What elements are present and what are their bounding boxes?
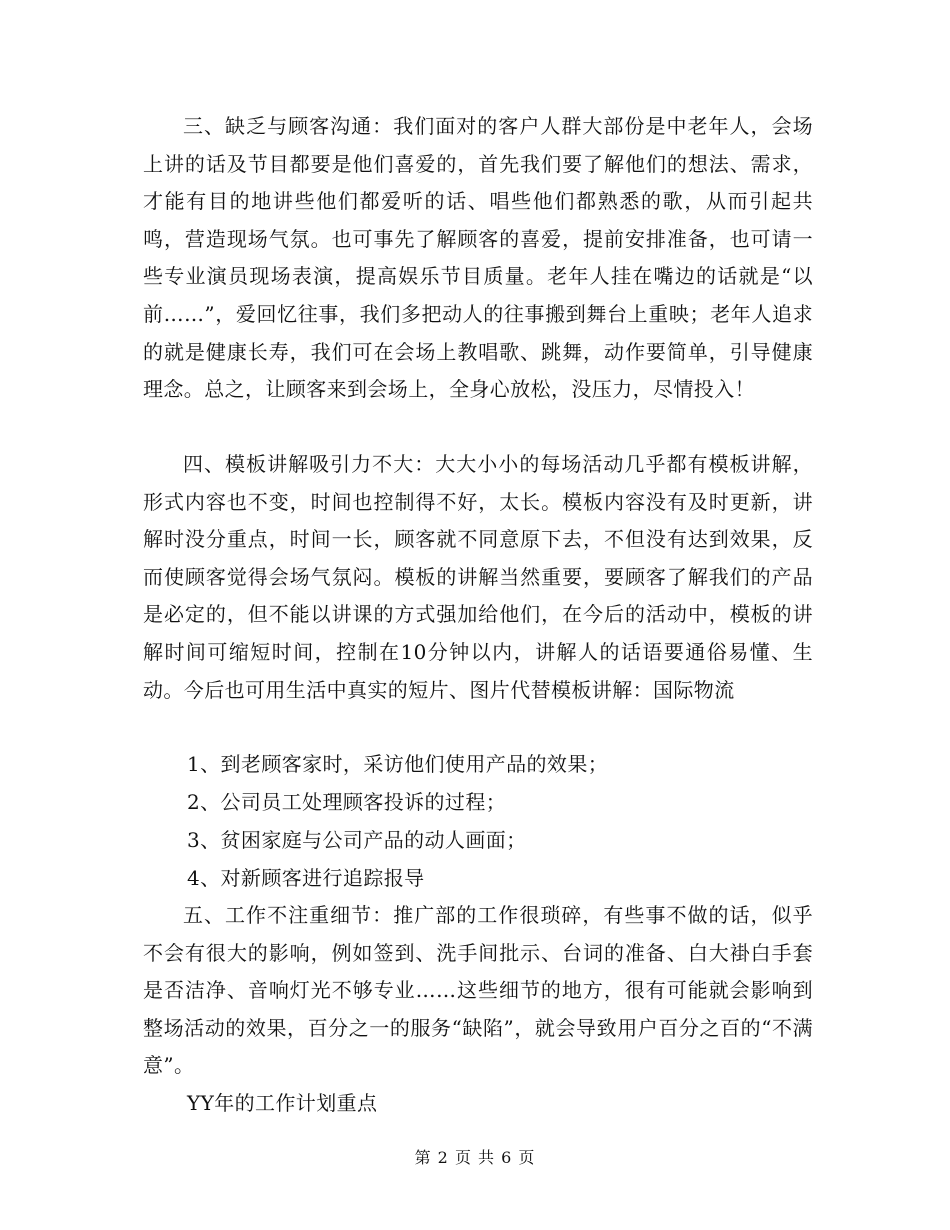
list-item: 1、到老顾客家时，采访他们使用产品的效果； — [187, 752, 609, 776]
page-number-footer: 第 2 页 共 6 页 — [414, 1148, 536, 1167]
list-item: 4、对新顾客进行追踪报导 — [187, 866, 425, 890]
work-plan-heading: YY年的工作计划重点 — [187, 1091, 378, 1115]
paragraph-customer-communication: 三、缺乏与顾客沟通：我们面对的客户人群大部份是中老年人，会场上讲的话及节目都要是他们喜爱的，首先我们要了解他们的想法、需求，才能有目的地讲些他们都爱听的话、唱些他们都熟悉的歌，从而引起共鸣，营造现场气氛。也可事先了解顾客的喜爱，提前安排准备，也可请一些专业演员现场表演，提高娱乐节目质量。老年人挂在嘴边的话就是“以前……”，爱回忆往事，我们多把动人的往事搬到舞台上重映；老年人追求的就是健康长寿，我们可在会场上教唱歌、跳舞，动作要简单，引导健康理念。总之，让顾客来到会场上，全身心放松，没压力，尽情投入！ — [143, 114, 813, 402]
paragraph-work-details: 五、工作不注重细节：推广部的工作很琐碎，有些事不做的话，似乎不会有很大的影响，例如签到、洗手间批示、台词的准备、白大褂白手套是否洁净、音响灯光不够专业……这些细节的地方，很有可能就会影响到整场活动的效果，百分之一的服务“缺陷”，就会导致用户百分之百的“不满意”。 — [143, 903, 813, 1078]
list-item: 3、贫困家庭与公司产品的动人画面； — [187, 828, 527, 852]
list-item: 2、公司员工处理顾客投诉的过程； — [187, 790, 507, 814]
paragraph-template-explanation: 四、模板讲解吸引力不大：大大小小的每场活动几乎都有模板讲解，形式内容也不变，时间也控制得不好，太长。模板内容没有及时更新，讲解时没分重点，时间一长，顾客就不同意原下去，不但没有达到效果，反而使顾客觉得会场气氛闷。模板的讲解当然重要，要顾客了解我们的产品是必定的，但不能以讲课的方式强加给他们，在今后的活动中，模板的讲解时间可缩短时间，控制在10分钟以内，讲解人的话语要通俗易懂、生动。今后也可用生活中真实的短片、图片代替模板讲解：国际物流 — [143, 452, 813, 702]
